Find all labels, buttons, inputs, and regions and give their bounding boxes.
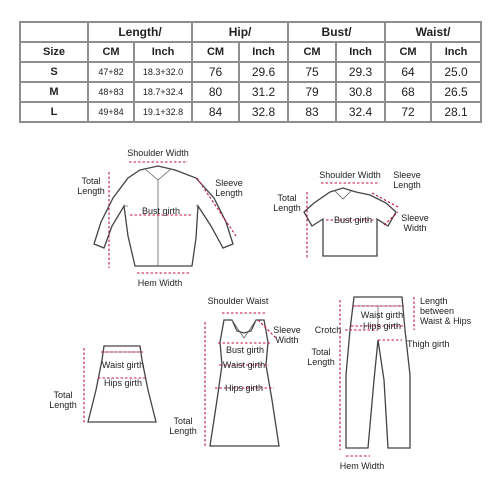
shirt-hem-width-label: Hem Width [137,278,183,288]
size-cell: L [20,102,88,122]
tshirt-shoulder-width-label: Shoulder Width [319,170,381,180]
dress-waist-girth-label: Waist girth [222,360,266,370]
dress-bust-girth-label: Bust girth [225,345,265,355]
pants-waist-girth-label: Waist girth [360,310,404,320]
pants-total-length-label-1: Total [311,347,331,357]
table-cell: 32.4 [336,102,385,122]
group-header-bust: Bust/ [288,22,385,42]
dress-drawing [205,313,279,448]
table-cell: 76 [192,62,239,82]
pants-crotch-label: Crotch [314,325,342,335]
shirt-sleeve-length-label-1: Sleeve [215,178,243,188]
tshirt-sleeve-width-label-2: Width [403,223,427,233]
size-cell: S [20,62,88,82]
table-cell: 32.8 [239,102,288,122]
table-cell: 31.2 [239,82,288,102]
shirt-total-length-label-2: Length [77,186,105,196]
tshirt-bust-girth-label: Bust girth [333,215,373,225]
dress-sleeve-width-label-1: Sleeve [273,325,301,335]
unit-header: Inch [431,42,481,62]
unit-header: CM [88,42,134,62]
unit-header: CM [192,42,239,62]
table-cell: 68 [385,82,431,102]
tshirt-sleeve-width-label-1: Sleeve [401,213,429,223]
group-header-length: Length/ [88,22,192,42]
skirt-total-length-label-1: Total [53,390,73,400]
table-cell: 25.0 [431,62,481,82]
pants-total-length-label-2: Length [307,357,335,367]
tshirt-total-length-label-2: Length [273,203,301,213]
skirt-waist-girth-label: Waist girth [101,360,145,370]
skirt-hips-girth-label: Hips girth [103,378,142,388]
table-cell: 28.1 [431,102,481,122]
table-cell: 48+83 [88,82,134,102]
dress-hips-girth-label: Hips girth [224,383,263,393]
unit-header: CM [288,42,336,62]
group-header-waist: Waist/ [385,22,481,42]
shirt-bust-girth-label: Bust girth [141,206,181,216]
pants-hips-girth-label: Hips girth [362,321,401,331]
table-cell: 18.3+32.0 [134,62,192,82]
dress-total-length-label-2: Length [169,426,197,436]
dress-shoulder-waist-label: Shoulder Waist [207,296,269,306]
tshirt-total-length-label-1: Total [277,193,297,203]
dress-sleeve-width-label-2: Width [275,335,299,345]
table-cell: 18.7+32.4 [134,82,192,102]
pants-hem-width-label: Hem Width [339,461,385,471]
table-cell: 49+84 [88,102,134,122]
table-cell: 75 [288,62,336,82]
table-cell: 80 [192,82,239,102]
table-cell: 84 [192,102,239,122]
pants-length-between-label-2: between [420,306,455,316]
table-cell: 19.1+32.8 [134,102,192,122]
table-cell: 30.8 [336,82,385,102]
pants-length-between-label-3: Waist & Hips [420,316,472,326]
pants-thigh-girth-label: Thigh girth [407,339,450,349]
skirt-total-length-label-2: Length [49,400,77,410]
table-cell: 64 [385,62,431,82]
tshirt-sleeve-length-label-2: Length [393,180,421,190]
unit-header: Inch [134,42,192,62]
table-cell: 72 [385,102,431,122]
shirt-sleeve-length-label-2: Length [215,188,243,198]
size-column-header: Size [20,42,88,62]
table-cell: 83 [288,102,336,122]
unit-header: CM [385,42,431,62]
unit-header: Inch [336,42,385,62]
table-cell: 79 [288,82,336,102]
dress-total-length-label-1: Total [173,416,193,426]
table-cell: 47+82 [88,62,134,82]
table-cell: 26.5 [431,82,481,102]
size-cell: M [20,82,88,102]
tshirt-sleeve-length-label-1: Sleeve [393,170,421,180]
table-cell: 29.3 [336,62,385,82]
shirt-shoulder-width-label: Shoulder Width [127,148,189,158]
unit-header: Inch [239,42,288,62]
table-cell: 29.6 [239,62,288,82]
shirt-total-length-label-1: Total [81,176,101,186]
pants-length-between-label-1: Length [420,296,448,306]
group-header-hip: Hip/ [192,22,288,42]
